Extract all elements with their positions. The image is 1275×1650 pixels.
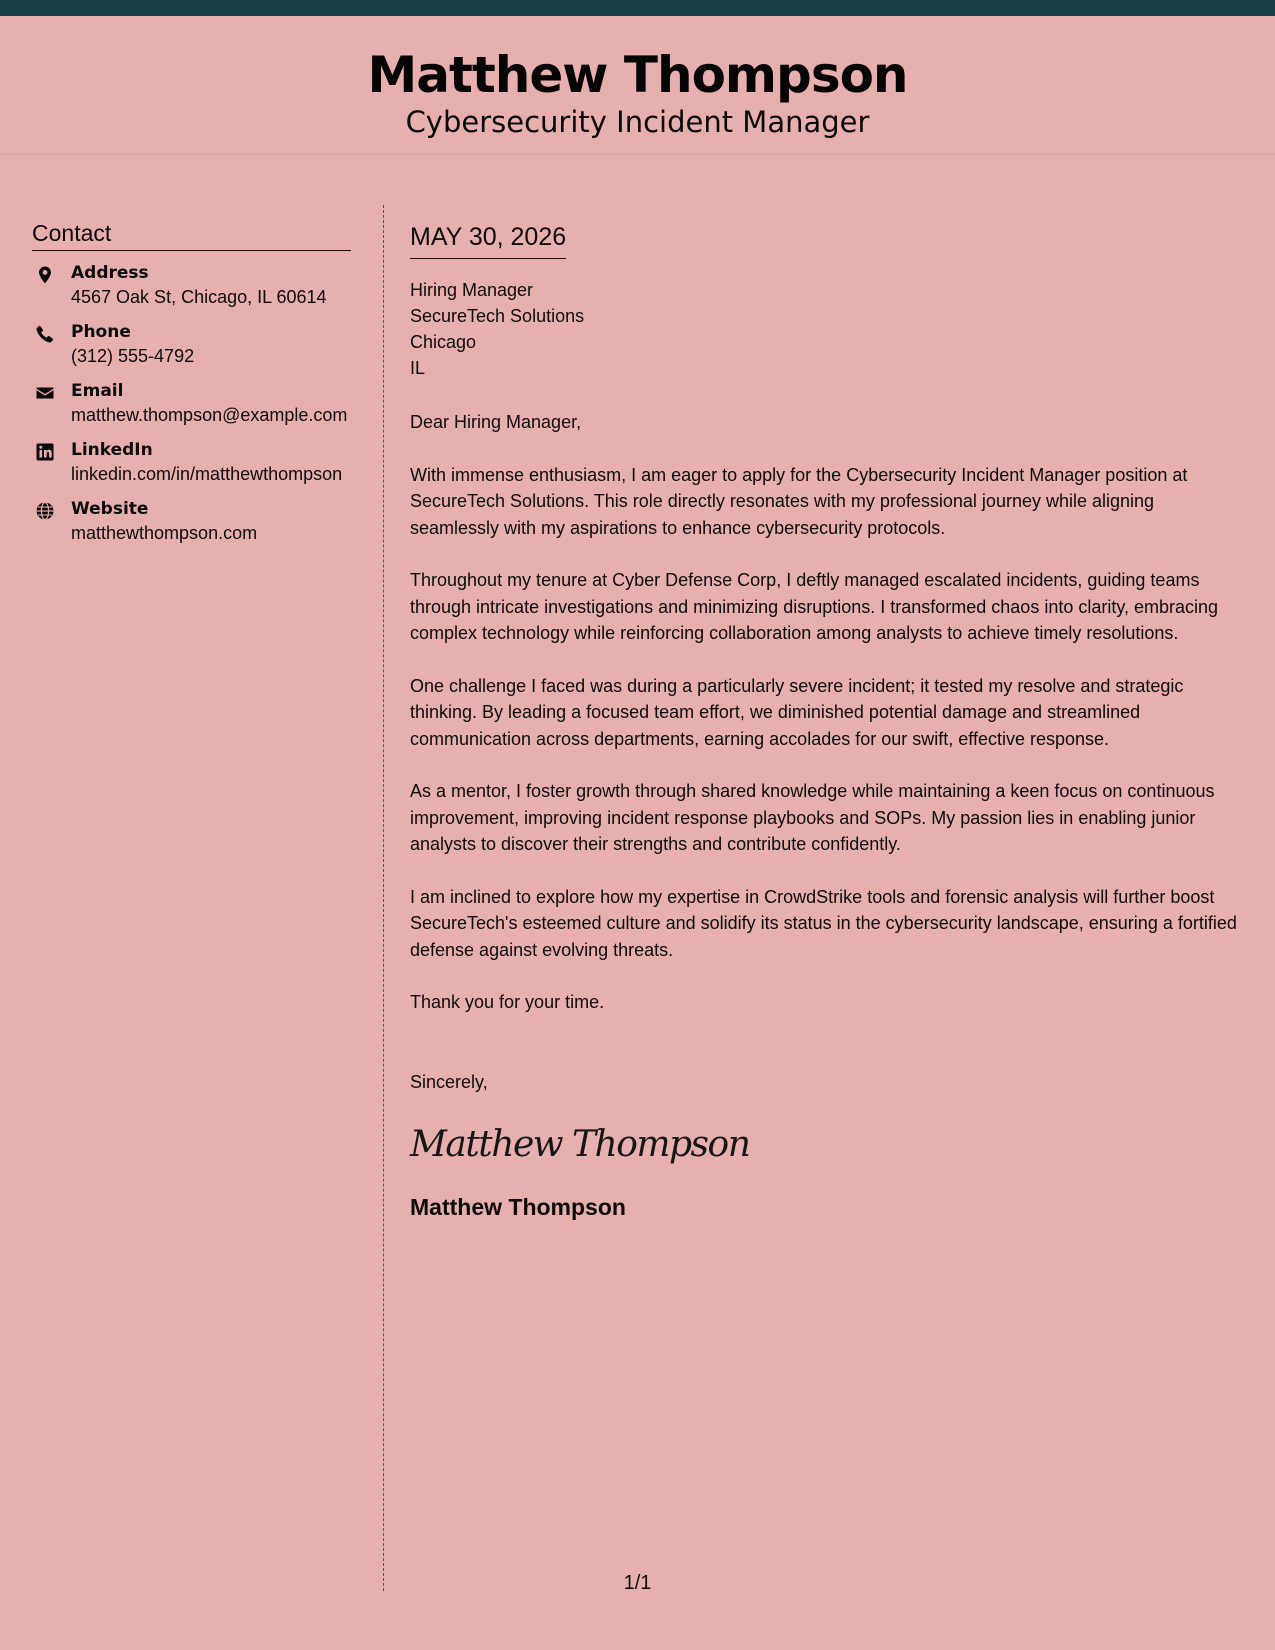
salutation: Dear Hiring Manager, <box>410 412 582 432</box>
contact-label: Address <box>71 263 149 283</box>
page-number: 1/1 <box>623 1572 652 1594</box>
contact-label: Phone <box>71 322 131 342</box>
recipient-line: SecureTech Solutions <box>410 306 585 326</box>
column-divider <box>383 205 384 1591</box>
map-pin-icon <box>35 265 55 285</box>
contact-value: matthewthompson.com <box>71 523 258 543</box>
recipient-line: Hiring Manager <box>410 280 534 300</box>
body-paragraph: Throughout my tenure at Cyber Defense Corp, I deftly managed escalated incidents, guiding teams through intricate investigations and minimizing disruptions. I transformed chaos into clarity, embracing complex technology while reinforcing collaboration among analysts to achieve timely resolutions. <box>410 570 1219 643</box>
contact-website <box>32 497 351 546</box>
body-paragraph: One challenge I faced was during a particularly severe incident; it tested my resolve and strategic thinking. By leading a focused team effort, we diminished potential damage and streamlined communication across departments, earning accolades for our swift, effective response. <box>410 675 1184 749</box>
contact-address <box>32 261 351 310</box>
header <box>0 16 1275 155</box>
recipient-line: Chicago <box>410 332 477 352</box>
signer-name: Matthew Thompson <box>410 1194 626 1220</box>
handwritten-signature: Matthew Thompson <box>410 1124 750 1165</box>
contact-sidebar <box>32 218 351 546</box>
body-paragraph: As a mentor, I foster growth through shared knowledge while maintaining a keen focus on continuous improvement, improving incident response playbooks and SOPs. My passion lies in enabling junior analysts to discover their strengths and contribute confidently. <box>410 781 1215 854</box>
contact-linkedin <box>32 438 351 487</box>
contact-value: matthew.thompson@example.com <box>71 405 348 425</box>
contact-label: Website <box>71 499 149 519</box>
letter-date: MAY 30, 2026 <box>410 220 566 259</box>
contact-value: linkedin.com/in/matthewthompson <box>71 464 343 484</box>
recipient-line: IL <box>410 358 426 378</box>
envelope-icon <box>35 383 55 403</box>
body-paragraph: I am inclined to explore how my expertise in CrowdStrike tools and forensic analysis will further boost SecureTech's esteemed culture and solidify its status in the cybersecurity landscape, ensuring a fortified defense against evolving threats. <box>410 886 1237 960</box>
body-paragraph: With immense enthusiasm, I am eager to apply for the Cybersecurity Incident Manager position at SecureTech Solutions. This role directly resonates with my professional journey while aligning seamlessly with my aspirations to enhance cybersecurity protocols. <box>410 464 1188 538</box>
contact-label: LinkedIn <box>71 440 153 460</box>
linkedin-icon <box>35 442 55 462</box>
contact-label: Email <box>71 381 124 401</box>
closing: Sincerely, <box>410 1071 488 1092</box>
applicant-name: Matthew Thompson <box>367 46 908 104</box>
phone-icon <box>35 324 55 344</box>
top-accent-bar <box>0 0 1275 16</box>
contact-value: (312) 555-4792 <box>71 346 195 366</box>
contact-value: 4567 Oak St, Chicago, IL 60614 <box>71 287 327 307</box>
contact-phone <box>32 320 351 369</box>
contact-heading: Contact <box>32 218 351 251</box>
contact-email <box>32 379 351 428</box>
recipient-block <box>410 277 1246 381</box>
body-paragraph: Thank you for your time. <box>410 992 605 1012</box>
letter-body <box>410 220 1246 1222</box>
globe-icon <box>35 501 55 521</box>
job-title: Cybersecurity Incident Manager <box>405 105 870 139</box>
